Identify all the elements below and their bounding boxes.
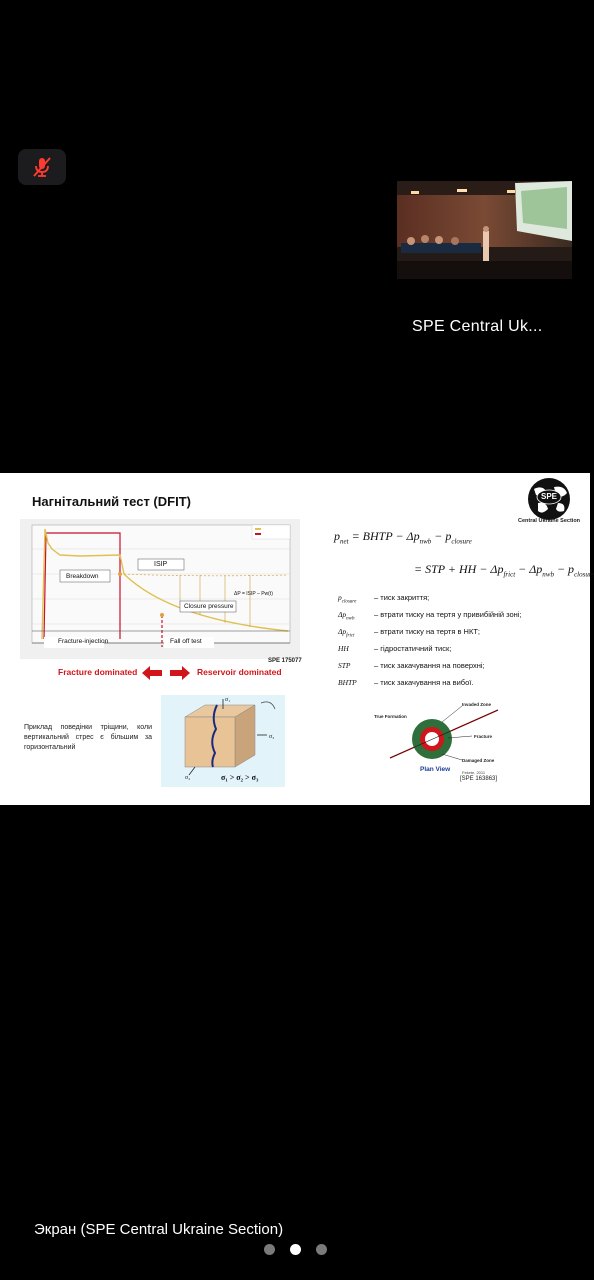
label-true-formation: True Formation — [374, 714, 407, 719]
svg-text:SPE: SPE — [540, 492, 558, 501]
formula-stp-rhs: = STP + HH − Δp — [414, 562, 504, 576]
stress-cube-diagram — [161, 695, 285, 787]
label-closure-pressure: Closure pressure — [184, 603, 234, 610]
spe-ref-175077: SPE 175077 — [268, 658, 302, 664]
fracture-behavior-text: Приклад поведінки тріщини, коли вертикальний стрес є більшим за горизонтальний — [24, 724, 152, 751]
label-fracture-injection: Fracture-injection — [58, 638, 109, 645]
page-dot-2-active[interactable] — [290, 1244, 301, 1255]
domination-row — [58, 666, 298, 680]
formula-pnet: $p_{net}$ = BHTP − $\Delta p_{nwb} - p_{closure}$ — [334, 529, 472, 546]
svg-text:σ₃: σ₃ — [269, 734, 275, 740]
label-isip: ISIP — [154, 561, 168, 568]
legend-bhtp: BHTP – тиск закачування на вибої. — [338, 678, 474, 687]
conference-room-image — [397, 181, 572, 279]
participant-video[interactable] — [397, 181, 572, 279]
page-dot-3[interactable] — [316, 1244, 327, 1255]
spe-ref-163863: [SPE 163863] — [460, 776, 498, 782]
participant-name: SPE Central Uk... — [412, 318, 543, 335]
mic-muted-button[interactable] — [18, 149, 66, 185]
reservoir-dominated-label: Reservoir dominated — [197, 667, 282, 677]
spe-globe-logo — [512, 477, 586, 521]
sigma-relation: σ₁ > σ₂ > σ₃ — [221, 773, 259, 782]
page-indicator[interactable] — [0, 1244, 590, 1258]
label-breakdown: Breakdown — [66, 573, 99, 580]
label-plan-view: Plan View — [420, 766, 451, 773]
label-delta-p: ΔP = ISIP – Pw(t) — [234, 591, 273, 597]
label-fracture: Fracture — [474, 734, 493, 739]
label-invaded-zone: Invaded Zone — [462, 702, 492, 707]
label-fekete: Fekete, 2011 — [462, 770, 486, 775]
shared-slide — [0, 473, 594, 805]
svg-text:σ₂: σ₂ — [185, 775, 191, 781]
mic-off-icon — [29, 154, 55, 180]
page-dot-1[interactable] — [264, 1244, 275, 1255]
label-falloff: Fall off test — [170, 638, 202, 645]
dfit-chart — [20, 519, 300, 659]
slide-title: Нагнітальний тест (DFIT) — [32, 494, 191, 509]
svg-text:σ₁: σ₁ — [225, 697, 231, 703]
legend-dpnwb: $\Delta p_{nwb}$ – втрати тиску на тертя у привибійній зоні; — [338, 610, 522, 622]
formula-pnet-rhs: = BHTP − Δp — [348, 529, 420, 543]
formula-stp: = STP + HH − $\Delta p_{frict} - \Delta p_{nwb} - p_{closure}$ — [414, 562, 594, 579]
fracture-dominated-label: Fracture dominated — [58, 667, 138, 677]
double-arrow-icon — [142, 666, 190, 680]
label-damaged-zone: Damaged Zone — [462, 758, 495, 763]
legend-hh: HH – гідростатичний тиск; — [338, 644, 452, 653]
logo-caption: Central Ukraine Section — [518, 518, 581, 524]
legend-dpfrict: $\Delta p_{frict}$ – втрати тиску на тертя в НКТ; — [338, 627, 480, 639]
legend-stp: STP – тиск закачування на поверхні; — [338, 661, 485, 670]
legend-pclosure: $p_{closure}$ – тиск закриття; — [338, 593, 430, 605]
screen-share-caption: Экран (SPE Central Ukraine Section) — [34, 1221, 284, 1238]
